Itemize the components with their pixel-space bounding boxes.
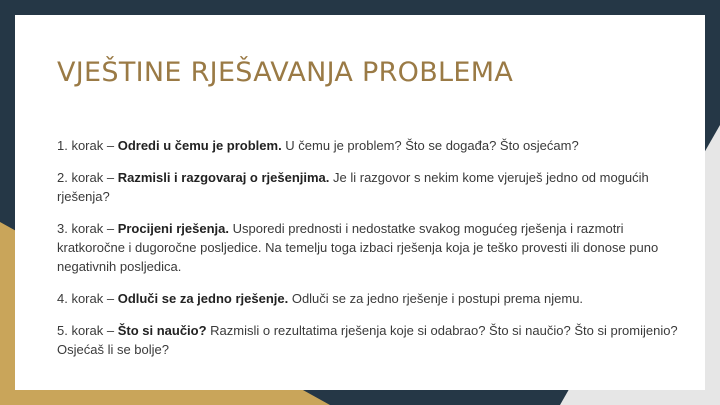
step-item (57, 321, 687, 359)
step-prefix: 3. korak – (57, 221, 118, 236)
step-item (57, 289, 687, 308)
step-prefix: 4. korak – (57, 291, 118, 306)
slide-title: VJEŠTINE RJEŠAVANJA PROBLEMA (57, 57, 514, 88)
step-text: Razmisli o rezultatima rješenja koje si odabrao? Što si naučio? Što si promijenio? Osjećaš li se bolje? (57, 323, 678, 357)
step-item (57, 168, 687, 206)
step-prefix: 5. korak – (57, 323, 118, 338)
step-heading: Razmisli i razgovaraj o rješenjima. (117, 170, 330, 185)
step-prefix: 2. korak – (57, 170, 118, 185)
step-heading: Odredi u čemu je problem. (117, 138, 282, 153)
step-prefix: 1. korak – (57, 138, 118, 153)
step-text: U čemu je problem? Što se događa? Što osjećam? (281, 138, 579, 153)
steps-list (57, 136, 687, 372)
step-text: Usporedi prednosti i nedostatke svakog mogućeg rješenja i razmotri kratkoročne i dugoročne posljedice. Na temelju toga izbaci rješenja koja je teško provesti ili donose puno negativnih posljedica. (57, 221, 659, 274)
step-text: Je li razgovor s nekim kome vjeruješ jedno od mogućih rješenja? (57, 170, 649, 204)
step-heading: Odluči se za jedno rješenje. (117, 291, 289, 306)
step-item (57, 219, 687, 276)
step-heading: Procijeni rješenja. (117, 221, 229, 236)
step-text: Odluči se za jedno rješenje i postupi prema njemu. (288, 291, 584, 306)
step-item (57, 136, 687, 155)
step-heading: Što si naučio? (117, 323, 207, 338)
